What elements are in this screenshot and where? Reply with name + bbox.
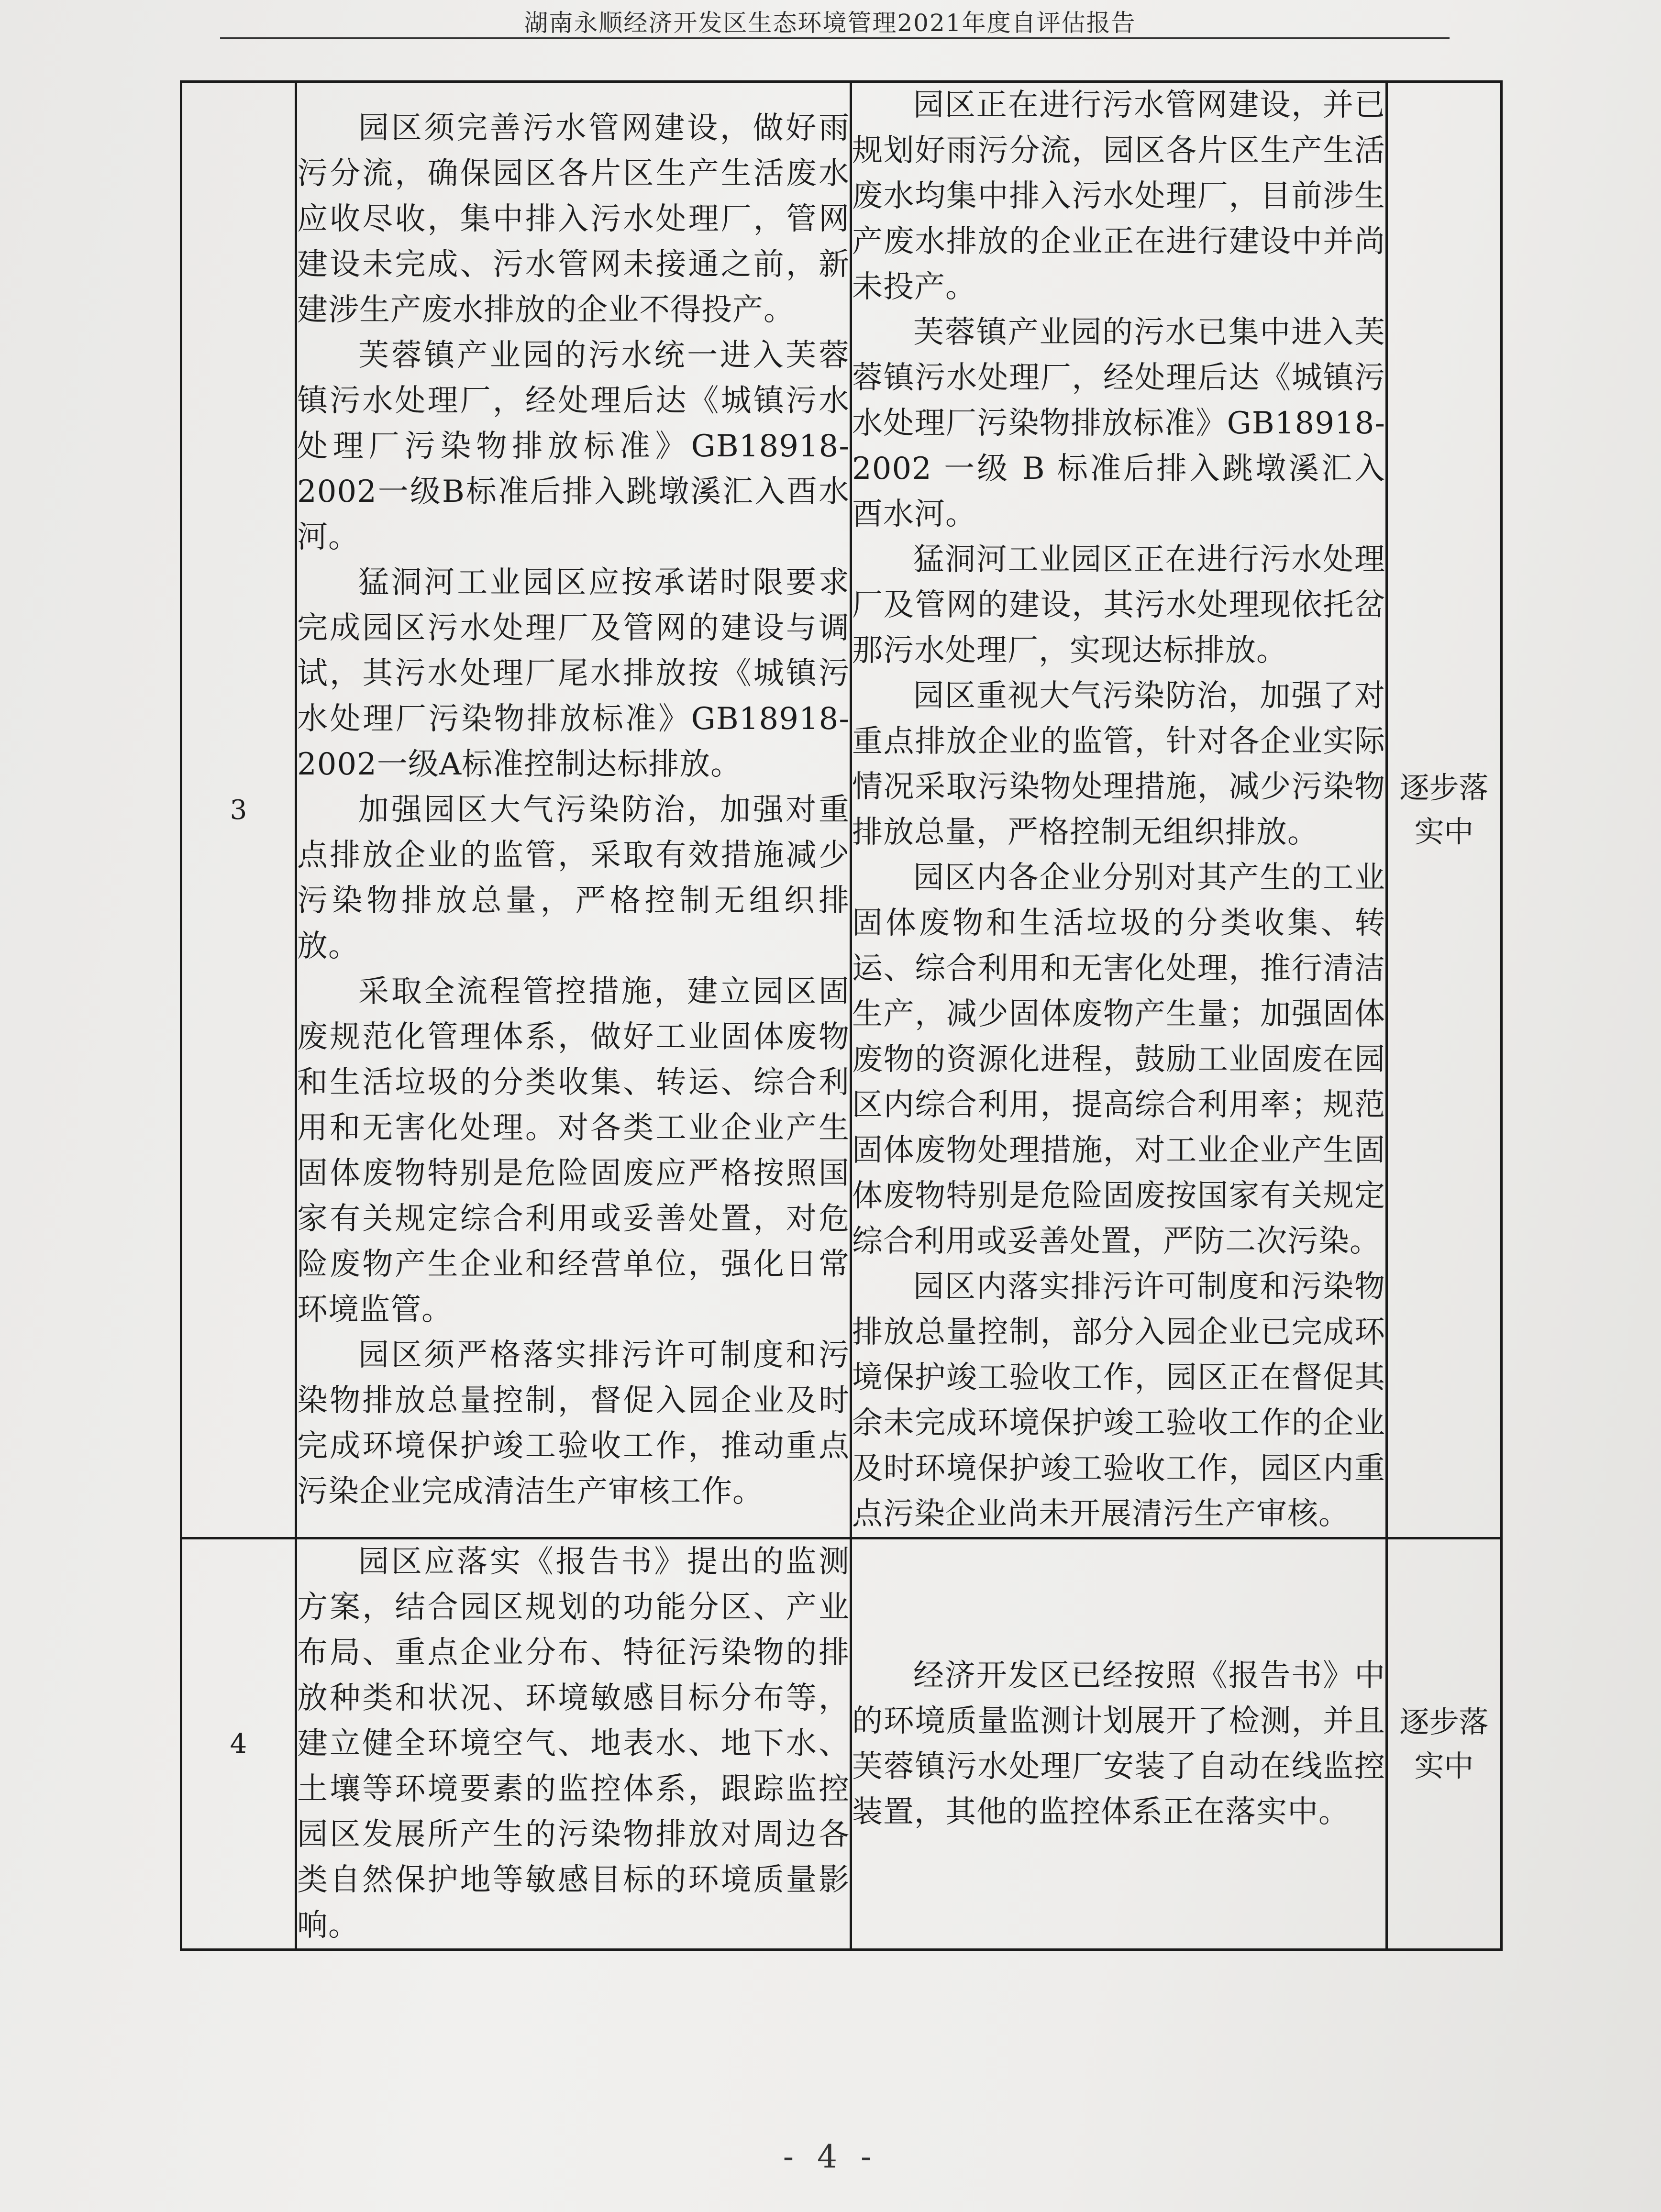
table-row — [181, 1538, 1502, 1950]
page-header-title: 湖南永顺经济开发区生态环境管理2021年度自评估报告 — [524, 9, 1136, 37]
page-number: - 4 - — [783, 2138, 878, 2175]
requirement-paragraph: 猛洞河工业园区应按承诺时限要求完成园区污水处理厂及管网的建设与调试，其污水处理厂尾水排放按《城镇污水处理厂污染物排放标准》GB18918-2002一级A标准控制达标排放。 — [297, 564, 850, 782]
header-rule — [220, 37, 1450, 39]
implementation-paragraph: 园区重视大气污染防治，加强了对重点排放企业的监管，针对各企业实际情况采取污染物处理措施，减少污染物排放总量，严格控制无组织排放。 — [852, 678, 1385, 850]
implementation-paragraph: 经济开发区已经按照《报告书》中的环境质量监测计划展开了检测，并且芙蓉镇污水处理厂安装了自动在线监控装置，其他的监控体系正在落实中。 — [852, 1658, 1385, 1830]
implementation-paragraph: 园区内落实排污许可制度和污染物排放总量控制，部分入园企业已完成环境保护竣工验收工作，园区正在督促其余未完成环境保护竣工验收工作的企业及时环境保护竣工验收工作，园区内重点污染企业尚未开展清污生产审核。 — [852, 1269, 1385, 1532]
requirement-cell — [296, 1538, 851, 1950]
row-number: 4 — [181, 1538, 296, 1950]
table-row — [181, 82, 1502, 1538]
implementation-cell — [851, 1538, 1387, 1950]
requirement-paragraph: 芙蓉镇产业园的污水统一进入芙蓉镇污水处理厂，经处理后达《城镇污水处理厂污染物排放标准》GB18918-2002一级B标准后排入跳墩溪汇入酉水河。 — [297, 337, 850, 555]
requirement-paragraph: 加强园区大气污染防治，加强对重点排放企业的监管，采取有效措施减少污染物排放总量，严格控制无组织排放。 — [297, 792, 850, 964]
implementation-paragraph: 猛洞河工业园区正在进行污水处理厂及管网的建设，其污水处理现依托岔那污水处理厂，实现达标排放。 — [852, 542, 1385, 668]
implementation-paragraph: 芙蓉镇产业园的污水已集中进入芙蓉镇污水处理厂，经处理后达《城镇污水处理厂污染物排放标准》GB18918-2002 一级 B 标准后排入跳墩溪汇入酉水河。 — [852, 315, 1385, 532]
row-number: 3 — [181, 82, 296, 1538]
implementation-paragraph: 园区内各企业分别对其产生的工业固体废物和生活垃圾的分类收集、转运、综合利用和无害化处理，推行清洁生产，减少固体废物产生量；加强固体废物的资源化进程，鼓励工业固废在园区内综合利用，提高综合利用率；规范固体废物处理措施，对工业企业产生固体废物特别是危险固废按国家有关规定综合利用或妥善处置，严防二次污染。 — [852, 860, 1385, 1259]
requirement-paragraph: 采取全流程管控措施，建立园区固废规范化管理体系，做好工业固体废物和生活垃圾的分类收集、转运、综合利用和无害化处理。对各类工业企业产生固体废物特别是危险固废应严格按照国家有关规定综合利用或妥善处置，对危险废物产生企业和经营单位，强化日常环境监管。 — [297, 973, 850, 1327]
requirement-paragraph: 园区须完善污水管网建设，做好雨污分流，确保园区各片区生产生活废水应收尽收，集中排入污水处理厂，管网建设未完成、污水管网未接通之前，新建涉生产废水排放的企业不得投产。 — [297, 110, 850, 328]
requirement-paragraph: 园区应落实《报告书》提出的监测方案，结合园区规划的功能分区、产业布局、重点企业分布、特征污染物的排放种类和状况、环境敏感目标分布等，建立健全环境空气、地表水、地下水、土壤等环境要素的监控体系，跟踪监控园区发展所产生的污染物排放对周边各类自然保护地等敏感目标的环境质量影响。 — [297, 1544, 850, 1943]
requirement-cell — [296, 82, 851, 1538]
status-cell: 逐步落实中 — [1387, 1538, 1502, 1950]
status-cell: 逐步落实中 — [1387, 82, 1502, 1538]
implementation-paragraph: 园区正在进行污水管网建设，并已规划好雨污分流，园区各片区生产生活废水均集中排入污水处理厂，目前涉生产废水排放的企业正在进行建设中并尚未投产。 — [852, 88, 1385, 305]
requirement-paragraph: 园区须严格落实排污许可制度和污染物排放总量控制，督促入园企业及时完成环境保护竣工验收工作，推动重点污染企业完成清洁生产审核工作。 — [297, 1337, 850, 1509]
implementation-cell — [851, 82, 1387, 1538]
evaluation-table — [180, 80, 1503, 1951]
